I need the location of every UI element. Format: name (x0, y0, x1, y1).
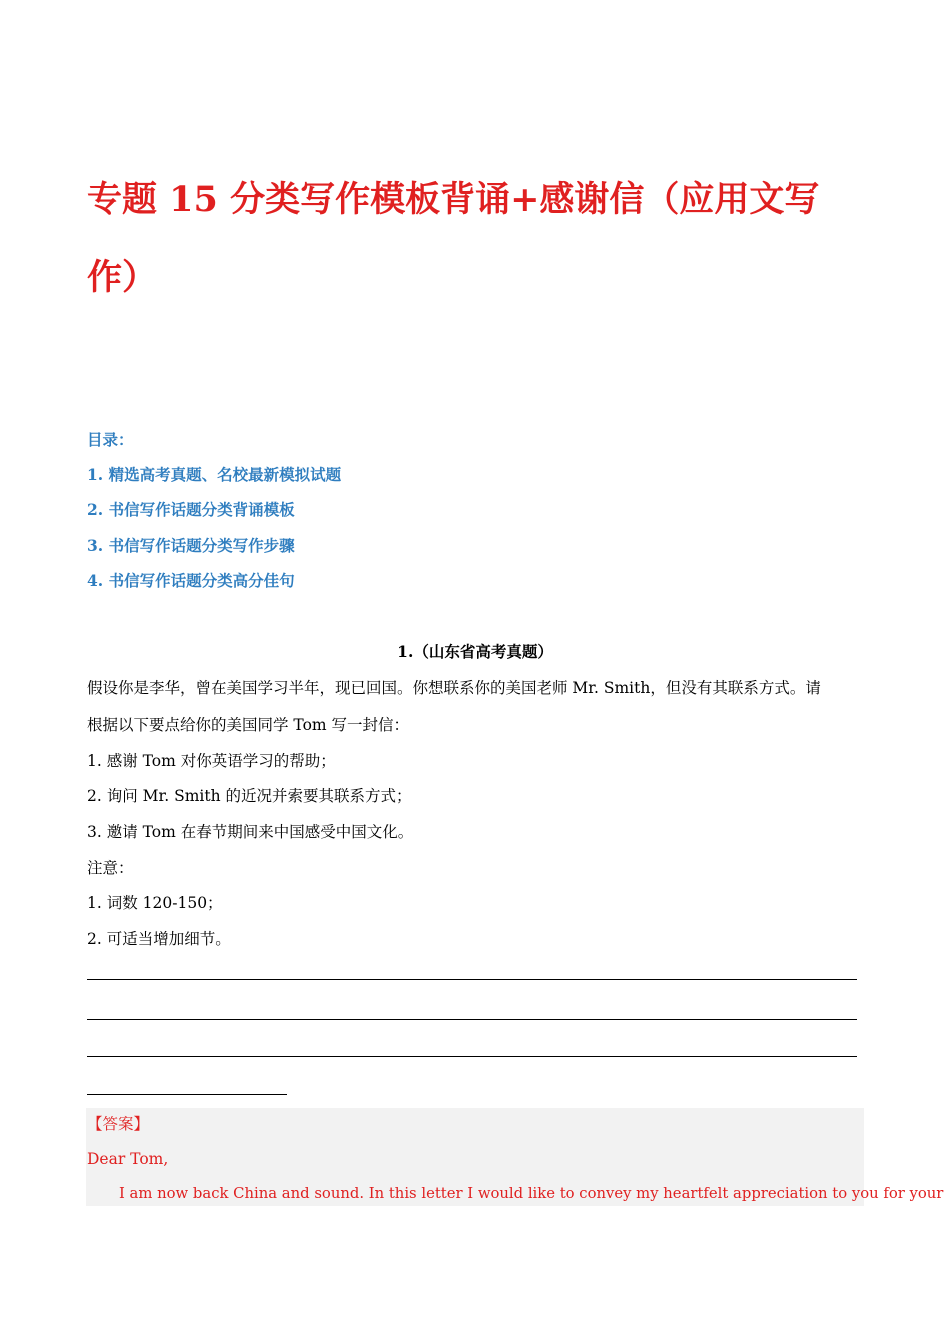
question-prompt-continued: 根据以下要点给你的美国同学 Tom 写一封信： (87, 716, 410, 734)
toc-item: 2. 书信写作话题分类背诵模板 (87, 500, 295, 519)
question-point: 1. 感谢 Tom 对你英语学习的帮助； (87, 752, 336, 770)
question-point: 3. 邀请 Tom 在春节期间来中国感受中国文化。 (87, 823, 414, 841)
answer-blank-line (87, 979, 857, 980)
document-title-line-2: 作） (87, 257, 158, 298)
note-item: 1. 词数 120-150； (87, 894, 223, 912)
toc-item: 3. 书信写作话题分类写作步骤 (87, 536, 295, 555)
note-item: 2. 可适当增加细节。 (87, 930, 231, 948)
document-title-line-1: 专题 15 分类写作模板背诵+感谢信（应用文写 (87, 179, 820, 220)
answer-salutation: Dear Tom, (87, 1150, 169, 1168)
answer-blank-line (87, 1094, 287, 1095)
notes-heading: 注意： (87, 859, 134, 877)
toc-heading: 目录： (87, 430, 134, 449)
question-point: 2. 询问 Mr. Smith 的近况并索要其联系方式； (87, 787, 412, 805)
answer-blank-line (87, 1056, 857, 1057)
toc-item: 1. 精选高考真题、名校最新模拟试题 (87, 465, 342, 484)
answer-label: 【答案】 (87, 1115, 150, 1133)
answer-blank-line (87, 1019, 857, 1020)
question-title: 1.（山东省高考真题） (397, 642, 553, 661)
toc-item: 4. 书信写作话题分类高分佳句 (87, 571, 295, 590)
answer-body-line: I am now back China and sound. In this letter I would like to convey my heartfelt appreciation to you for your (119, 1185, 944, 1202)
question-prompt: 假设你是李华，曾在美国学习半年，现已回国。你想联系你的美国老师 Mr. Smith，但没有其联系方式。请 (87, 679, 821, 697)
